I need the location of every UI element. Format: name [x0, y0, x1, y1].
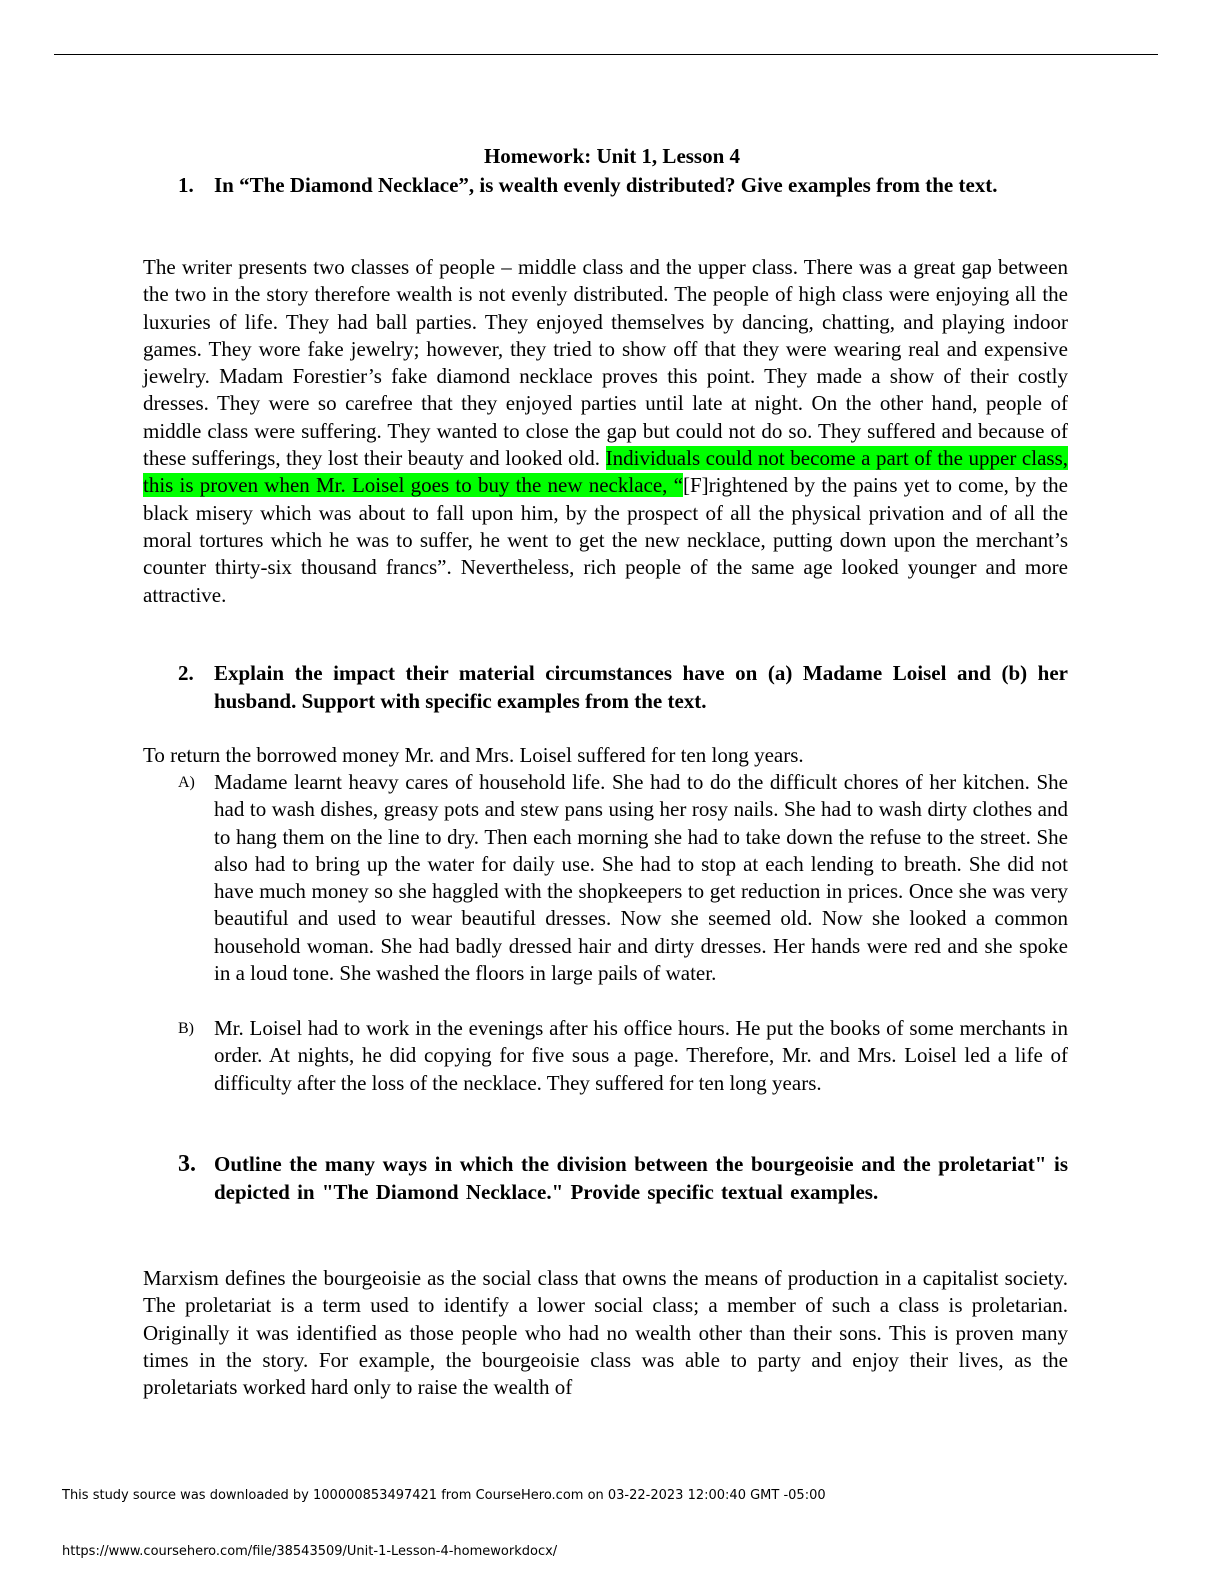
footer-source-line: This study source was downloaded by 100000853497421 from CourseHero.com on 03-22-2023 12:00:40 GMT -05:00 — [62, 1488, 826, 1503]
question-text: In “The Diamond Necklace”, is wealth evenly distributed? Give examples from the text. — [214, 173, 998, 197]
document-title: Homework: Unit 1, Lesson 4 — [483, 144, 741, 168]
question-text: Explain the impact their material circumstances have on (a) Madame Loisel and (b) her husband. Support with specific examples from the text. — [214, 661, 1068, 713]
footer-url[interactable]: https://www.coursehero.com/file/38543509/Unit-1-Lesson-4-homeworkdocx/ — [62, 1544, 558, 1559]
top-rule — [54, 54, 1158, 55]
list-item-text: Mr. Loisel had to work in the evenings after his office hours. He put the books of some merchants in order. At nights, he did copying for five sous a page. Therefore, Mr. and Mrs. Loisel led a life of difficulty after the loss of the necklace. They suffered for ten long years. — [214, 1016, 1068, 1095]
list-item-a — [178, 769, 1068, 987]
question-text: Outline the many ways in which the division between the bourgeoisie and the proletariat" is depicted in "The Diamond Necklace." Provide specific textual examples. — [214, 1152, 1068, 1204]
list-marker: B) — [178, 1020, 194, 1037]
answer-1-text-after: [F]rightened by the pains yet to come, by the black misery which was about to fall upon him, by the prospect of all the physical privation and of all the moral tortures which he was to suffer, he went to get the new necklace, putting down upon the merchant’s counter thirty-six thousand francs”. Nevertheless, rich people of the same age looked younger and more attractive. — [143, 473, 1068, 607]
answer-1-paragraph — [143, 254, 1068, 609]
list-item-b — [178, 1015, 1068, 1097]
answer-1-text-before: The writer presents two classes of people – middle class and the upper class. There was a great gap between the two in the story therefore wealth is not evenly distributed. The people of high class were enjoying all the luxuries of life. They had ball parties. They enjoyed themselves by dancing, chatting, and playing indoor games. They wore fake jewelry; however, they tried to show off that they were wearing real and expensive jewelry. Madam Forestier’s fake diamond necklace proves this point. They made a show of their costly dresses. They were so carefree that they enjoyed parties until late at night. On the other hand, people of middle class were suffering. They wanted to close the gap but could not do so. They suffered and because of these sufferings, they lost their beauty and looked old. — [143, 255, 1068, 471]
question-1: 1. In “The Diamond Necklace”, is wealth evenly distributed? Give examples from the text. — [178, 171, 1068, 199]
question-2: 2. Explain the impact their material circumstances have on (a) Madame Loisel and (b) her husband. Support with specific examples from the text. — [178, 661, 1068, 713]
answer-3-paragraph: Marxism defines the bourgeoisie as the social class that owns the means of production in a capitalist society. The proletariat is a term used to identify a lower social class; a member of such a class is proletarian. Originally it was identified as those people who had no wealth other than their sons. This is proven many times in the story. For example, the bourgeoisie class was able to party and enjoy their lives, as the proletariats worked hard only to raise the wealth of — [143, 1266, 1068, 1400]
list-item-text: Madame learnt heavy cares of household life. She had to do the difficult chores of her kitchen. She had to wash dishes, greasy pots and stew pans using her rosy nails. She had to wash dirty clothes and to hang them on the line to dry. Then each morning she had to take down the refuse to the street. She also had to bring up the water for daily use. She had to stop at each lending to breath. She did not have much money so she haggled with the shopkeepers to get reduction in prices. Once she was very beautiful and used to wear beautiful dresses. Now she seemed old. Now she looked a common household woman. She had badly dressed hair and dirty dresses. Her hands were red and she spoke in a loud tone. She washed the floors in large pails of water. — [214, 770, 1068, 986]
question-3: 3. Outline the many ways in which the division between the bourgeoisie and the proletariat" is depicted in "The Diamond Necklace." Provide specific textual examples. — [178, 1151, 1068, 1204]
list-marker: A) — [178, 774, 195, 791]
answer-2-intro: To return the borrowed money Mr. and Mrs. Loisel suffered for ten long years. — [143, 743, 804, 767]
highlighted-text: Individuals could not become a part of the upper class, this is proven when Mr. Loisel goes to buy the new necklace, “ — [143, 446, 1069, 498]
